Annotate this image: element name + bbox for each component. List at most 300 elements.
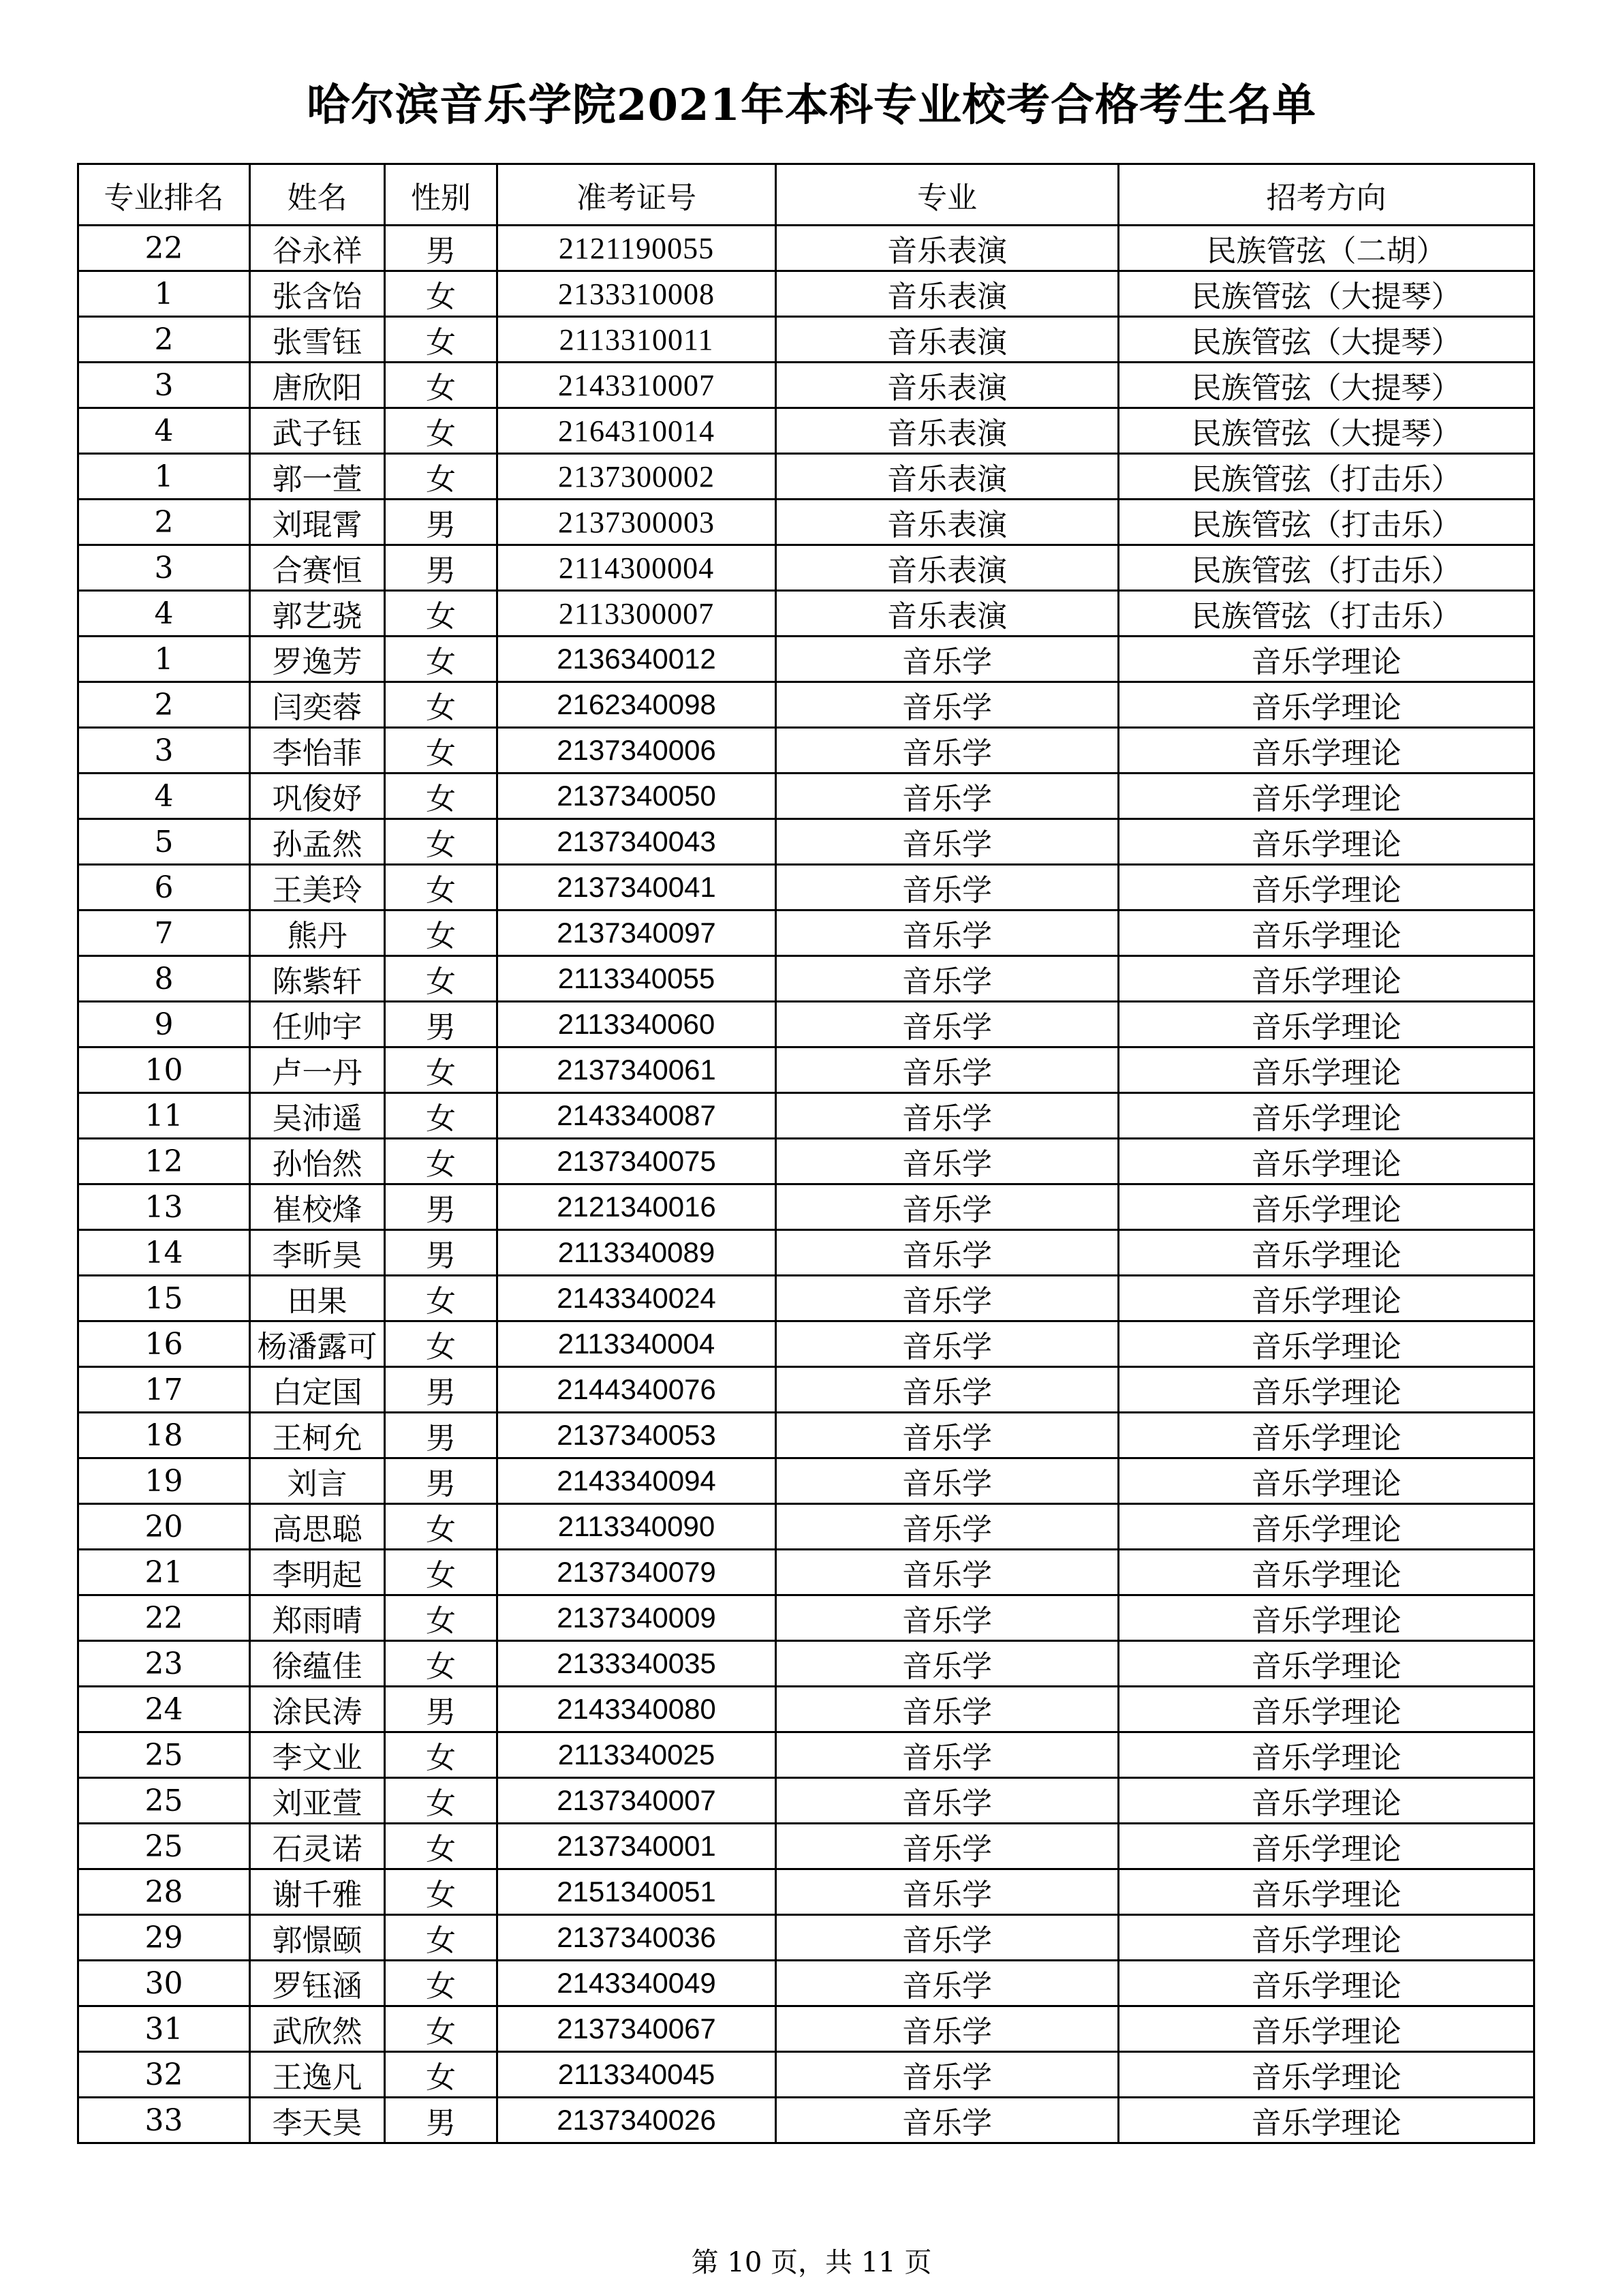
name-cell: 谢千雅 <box>250 1869 385 1915</box>
direction-cell: 音乐学理论 <box>1119 1184 1534 1230</box>
table-row <box>78 1915 1534 1961</box>
major-cell: 音乐学 <box>776 774 1119 819</box>
direction-cell: 音乐学理论 <box>1119 1595 1534 1641</box>
rank-cell: 28 <box>78 1869 250 1915</box>
rank-cell: 7 <box>78 910 250 956</box>
gender-cell: 女 <box>385 1321 497 1367</box>
rank-cell: 20 <box>78 1504 250 1550</box>
rank-cell: 4 <box>78 591 250 637</box>
name-cell: 石灵诺 <box>250 1824 385 1869</box>
rank-cell: 3 <box>78 545 250 591</box>
name-cell: 白定国 <box>250 1367 385 1413</box>
table-row <box>78 1413 1534 1458</box>
table-row <box>78 2006 1534 2052</box>
exam-id-cell: 2143340094 <box>497 1458 776 1504</box>
exam-id-cell: 2162340098 <box>497 682 776 728</box>
table-row <box>78 1824 1534 1869</box>
exam-id-cell: 2143310007 <box>497 363 776 408</box>
exam-id-cell: 2121340016 <box>497 1184 776 1230</box>
name-cell: 郭艺骁 <box>250 591 385 637</box>
major-cell: 音乐学 <box>776 1367 1119 1413</box>
name-cell: 李文业 <box>250 1732 385 1778</box>
gender-cell: 女 <box>385 1915 497 1961</box>
gender-cell: 男 <box>385 1367 497 1413</box>
table-row <box>78 865 1534 910</box>
rank-cell: 32 <box>78 2052 250 2098</box>
exam-id-cell: 2113340055 <box>497 956 776 1002</box>
major-cell: 音乐表演 <box>776 408 1119 454</box>
table-row <box>78 545 1534 591</box>
direction-cell: 音乐学理论 <box>1119 1778 1534 1824</box>
exam-id-cell: 2113340060 <box>497 1002 776 1047</box>
table-row <box>78 1093 1534 1139</box>
major-cell: 音乐学 <box>776 1869 1119 1915</box>
gender-cell: 女 <box>385 271 497 317</box>
major-cell: 音乐学 <box>776 1732 1119 1778</box>
rank-cell: 1 <box>78 454 250 500</box>
gender-cell: 男 <box>385 1184 497 1230</box>
rank-cell: 13 <box>78 1184 250 1230</box>
gender-cell: 男 <box>385 500 497 545</box>
name-cell: 田果 <box>250 1276 385 1321</box>
gender-cell: 女 <box>385 865 497 910</box>
header-direction: 招考方向 <box>1119 164 1534 226</box>
gender-cell: 女 <box>385 408 497 454</box>
direction-cell: 音乐学理论 <box>1119 1002 1534 1047</box>
rank-cell: 4 <box>78 408 250 454</box>
table-row <box>78 1047 1534 1093</box>
direction-cell: 音乐学理论 <box>1119 637 1534 682</box>
exam-id-cell: 2164310014 <box>497 408 776 454</box>
rank-cell: 10 <box>78 1047 250 1093</box>
major-cell: 音乐学 <box>776 1915 1119 1961</box>
gender-cell: 女 <box>385 819 497 865</box>
exam-id-cell: 2137340075 <box>497 1139 776 1184</box>
major-cell: 音乐学 <box>776 1321 1119 1367</box>
table-row <box>78 408 1534 454</box>
table-row <box>78 1687 1534 1732</box>
direction-cell: 音乐学理论 <box>1119 728 1534 774</box>
gender-cell: 女 <box>385 1504 497 1550</box>
exam-id-cell: 2114300004 <box>497 545 776 591</box>
name-cell: 谷永祥 <box>250 226 385 271</box>
rank-cell: 9 <box>78 1002 250 1047</box>
exam-id-cell: 2137340041 <box>497 865 776 910</box>
direction-cell: 音乐学理论 <box>1119 1458 1534 1504</box>
gender-cell: 男 <box>385 1413 497 1458</box>
major-cell: 音乐学 <box>776 637 1119 682</box>
exam-id-cell: 2137340036 <box>497 1915 776 1961</box>
name-cell: 合赛恒 <box>250 545 385 591</box>
name-cell: 孙怡然 <box>250 1139 385 1184</box>
table-row <box>78 1504 1534 1550</box>
table-row <box>78 956 1534 1002</box>
name-cell: 郭一萱 <box>250 454 385 500</box>
gender-cell: 男 <box>385 1002 497 1047</box>
major-cell: 音乐表演 <box>776 454 1119 500</box>
name-cell: 任帅宇 <box>250 1002 385 1047</box>
gender-cell: 女 <box>385 1641 497 1687</box>
table-row <box>78 819 1534 865</box>
header-name: 姓名 <box>250 164 385 226</box>
direction-cell: 音乐学理论 <box>1119 819 1534 865</box>
major-cell: 音乐学 <box>776 1641 1119 1687</box>
direction-cell: 音乐学理论 <box>1119 865 1534 910</box>
direction-cell: 音乐学理论 <box>1119 1230 1534 1276</box>
gender-cell: 女 <box>385 1961 497 2006</box>
name-cell: 孙孟然 <box>250 819 385 865</box>
name-cell: 王美玲 <box>250 865 385 910</box>
direction-cell: 音乐学理论 <box>1119 1276 1534 1321</box>
direction-cell: 民族管弦（打击乐） <box>1119 454 1534 500</box>
exam-id-cell: 2136340012 <box>497 637 776 682</box>
rank-cell: 12 <box>78 1139 250 1184</box>
exam-id-cell: 2137340097 <box>497 910 776 956</box>
major-cell: 音乐学 <box>776 1413 1119 1458</box>
name-cell: 王逸凡 <box>250 2052 385 2098</box>
rank-cell: 6 <box>78 865 250 910</box>
direction-cell: 音乐学理论 <box>1119 1550 1534 1595</box>
table-row <box>78 591 1534 637</box>
major-cell: 音乐学 <box>776 1778 1119 1824</box>
table-row <box>78 1595 1534 1641</box>
direction-cell: 音乐学理论 <box>1119 1915 1534 1961</box>
rank-cell: 15 <box>78 1276 250 1321</box>
table-row <box>78 1321 1534 1367</box>
major-cell: 音乐学 <box>776 1230 1119 1276</box>
exam-id-cell: 2113340045 <box>497 2052 776 2098</box>
rank-cell: 18 <box>78 1413 250 1458</box>
direction-cell: 音乐学理论 <box>1119 1732 1534 1778</box>
exam-id-cell: 2143340049 <box>497 1961 776 2006</box>
name-cell: 陈紫轩 <box>250 956 385 1002</box>
gender-cell: 女 <box>385 454 497 500</box>
direction-cell: 音乐学理论 <box>1119 1367 1534 1413</box>
table-row <box>78 271 1534 317</box>
direction-cell: 音乐学理论 <box>1119 1139 1534 1184</box>
table-row <box>78 1230 1534 1276</box>
exam-id-cell: 2137340050 <box>497 774 776 819</box>
exam-id-cell: 2113340025 <box>497 1732 776 1778</box>
name-cell: 张含饴 <box>250 271 385 317</box>
direction-cell: 音乐学理论 <box>1119 1321 1534 1367</box>
exam-id-cell: 2133340035 <box>497 1641 776 1687</box>
exam-id-cell: 2137340026 <box>497 2098 776 2143</box>
name-cell: 刘亚萱 <box>250 1778 385 1824</box>
gender-cell: 女 <box>385 2052 497 2098</box>
direction-cell: 音乐学理论 <box>1119 1504 1534 1550</box>
direction-cell: 音乐学理论 <box>1119 2098 1534 2143</box>
rank-cell: 22 <box>78 226 250 271</box>
exam-id-cell: 2113310011 <box>497 317 776 363</box>
table-row <box>78 1458 1534 1504</box>
exam-id-cell: 2143340080 <box>497 1687 776 1732</box>
major-cell: 音乐表演 <box>776 226 1119 271</box>
rank-cell: 5 <box>78 819 250 865</box>
gender-cell: 男 <box>385 1687 497 1732</box>
exam-id-cell: 2137340067 <box>497 2006 776 2052</box>
direction-cell: 音乐学理论 <box>1119 2006 1534 2052</box>
table-row <box>78 1002 1534 1047</box>
gender-cell: 男 <box>385 226 497 271</box>
table-row <box>78 454 1534 500</box>
major-cell: 音乐表演 <box>776 500 1119 545</box>
gender-cell: 女 <box>385 956 497 1002</box>
major-cell: 音乐学 <box>776 1184 1119 1230</box>
exam-id-cell: 2137340061 <box>497 1047 776 1093</box>
table-header-row <box>78 164 1534 226</box>
name-cell: 罗钰涵 <box>250 1961 385 2006</box>
rank-cell: 1 <box>78 271 250 317</box>
name-cell: 李天昊 <box>250 2098 385 2143</box>
name-cell: 吴沛遥 <box>250 1093 385 1139</box>
name-cell: 王柯允 <box>250 1413 385 1458</box>
major-cell: 音乐学 <box>776 865 1119 910</box>
table-row <box>78 1961 1534 2006</box>
rank-cell: 8 <box>78 956 250 1002</box>
gender-cell: 女 <box>385 1824 497 1869</box>
gender-cell: 女 <box>385 1732 497 1778</box>
name-cell: 张雪钰 <box>250 317 385 363</box>
major-cell: 音乐学 <box>776 1595 1119 1641</box>
direction-cell: 音乐学理论 <box>1119 956 1534 1002</box>
exam-id-cell: 2137340001 <box>497 1824 776 1869</box>
major-cell: 音乐学 <box>776 2052 1119 2098</box>
exam-id-cell: 2113340090 <box>497 1504 776 1550</box>
gender-cell: 女 <box>385 591 497 637</box>
name-cell: 刘言 <box>250 1458 385 1504</box>
rank-cell: 24 <box>78 1687 250 1732</box>
table-row <box>78 1367 1534 1413</box>
header-rank: 专业排名 <box>78 164 250 226</box>
rank-cell: 22 <box>78 1595 250 1641</box>
gender-cell: 男 <box>385 1458 497 1504</box>
name-cell: 杨潘露可 <box>250 1321 385 1367</box>
exam-id-cell: 2133310008 <box>497 271 776 317</box>
rank-cell: 2 <box>78 682 250 728</box>
gender-cell: 男 <box>385 1230 497 1276</box>
exam-id-cell: 2113300007 <box>497 591 776 637</box>
direction-cell: 民族管弦（大提琴） <box>1119 317 1534 363</box>
major-cell: 音乐学 <box>776 1550 1119 1595</box>
name-cell: 卢一丹 <box>250 1047 385 1093</box>
direction-cell: 音乐学理论 <box>1119 1093 1534 1139</box>
major-cell: 音乐学 <box>776 1504 1119 1550</box>
major-cell: 音乐学 <box>776 910 1119 956</box>
major-cell: 音乐学 <box>776 1824 1119 1869</box>
rank-cell: 23 <box>78 1641 250 1687</box>
major-cell: 音乐学 <box>776 728 1119 774</box>
table-row <box>78 1732 1534 1778</box>
rank-cell: 16 <box>78 1321 250 1367</box>
direction-cell: 音乐学理论 <box>1119 1047 1534 1093</box>
candidate-table <box>77 163 1535 2144</box>
direction-cell: 音乐学理论 <box>1119 910 1534 956</box>
gender-cell: 女 <box>385 1093 497 1139</box>
name-cell: 武欣然 <box>250 2006 385 2052</box>
gender-cell: 女 <box>385 317 497 363</box>
exam-id-cell: 2137340006 <box>497 728 776 774</box>
major-cell: 音乐学 <box>776 2098 1119 2143</box>
header-exam-id: 准考证号 <box>497 164 776 226</box>
gender-cell: 女 <box>385 2006 497 2052</box>
exam-id-cell: 2137300003 <box>497 500 776 545</box>
exam-id-cell: 2143340087 <box>497 1093 776 1139</box>
exam-id-cell: 2143340024 <box>497 1276 776 1321</box>
direction-cell: 民族管弦（大提琴） <box>1119 271 1534 317</box>
table-row <box>78 728 1534 774</box>
direction-cell: 音乐学理论 <box>1119 682 1534 728</box>
direction-cell: 民族管弦（打击乐） <box>1119 545 1534 591</box>
direction-cell: 音乐学理论 <box>1119 774 1534 819</box>
table-row <box>78 2052 1534 2098</box>
gender-cell: 男 <box>385 2098 497 2143</box>
direction-cell: 音乐学理论 <box>1119 1869 1534 1915</box>
name-cell: 刘琨霄 <box>250 500 385 545</box>
gender-cell: 女 <box>385 682 497 728</box>
exam-id-cell: 2137340053 <box>497 1413 776 1458</box>
exam-id-cell: 2137300002 <box>497 454 776 500</box>
gender-cell: 女 <box>385 1869 497 1915</box>
major-cell: 音乐学 <box>776 956 1119 1002</box>
rank-cell: 25 <box>78 1732 250 1778</box>
rank-cell: 3 <box>78 363 250 408</box>
exam-id-cell: 2151340051 <box>497 1869 776 1915</box>
exam-id-cell: 2121190055 <box>497 226 776 271</box>
rank-cell: 17 <box>78 1367 250 1413</box>
name-cell: 高思聪 <box>250 1504 385 1550</box>
gender-cell: 女 <box>385 1595 497 1641</box>
table-row <box>78 682 1534 728</box>
exam-id-cell: 2113340089 <box>497 1230 776 1276</box>
name-cell: 罗逸芳 <box>250 637 385 682</box>
table-row <box>78 1139 1534 1184</box>
major-cell: 音乐学 <box>776 1458 1119 1504</box>
name-cell: 李怡菲 <box>250 728 385 774</box>
table-row <box>78 363 1534 408</box>
name-cell: 涂民涛 <box>250 1687 385 1732</box>
name-cell: 巩俊妤 <box>250 774 385 819</box>
header-gender: 性别 <box>385 164 497 226</box>
rank-cell: 2 <box>78 317 250 363</box>
name-cell: 郑雨晴 <box>250 1595 385 1641</box>
major-cell: 音乐学 <box>776 682 1119 728</box>
rank-cell: 11 <box>78 1093 250 1139</box>
major-cell: 音乐学 <box>776 1276 1119 1321</box>
document-title: 哈尔滨音乐学院2021年本科专业校考合格考生名单 <box>306 80 1317 131</box>
header-major: 专业 <box>776 164 1119 226</box>
name-cell: 熊丹 <box>250 910 385 956</box>
rank-cell: 3 <box>78 728 250 774</box>
gender-cell: 女 <box>385 1550 497 1595</box>
major-cell: 音乐学 <box>776 1961 1119 2006</box>
gender-cell: 女 <box>385 774 497 819</box>
major-cell: 音乐表演 <box>776 317 1119 363</box>
major-cell: 音乐学 <box>776 1139 1119 1184</box>
gender-cell: 女 <box>385 1276 497 1321</box>
rank-cell: 4 <box>78 774 250 819</box>
rank-cell: 19 <box>78 1458 250 1504</box>
direction-cell: 民族管弦（打击乐） <box>1119 500 1534 545</box>
table-row <box>78 1641 1534 1687</box>
major-cell: 音乐学 <box>776 1002 1119 1047</box>
rank-cell: 31 <box>78 2006 250 2052</box>
gender-cell: 女 <box>385 363 497 408</box>
gender-cell: 女 <box>385 728 497 774</box>
gender-cell: 女 <box>385 910 497 956</box>
name-cell: 郭憬颐 <box>250 1915 385 1961</box>
name-cell: 崔校烽 <box>250 1184 385 1230</box>
gender-cell: 女 <box>385 1047 497 1093</box>
name-cell: 李昕昊 <box>250 1230 385 1276</box>
direction-cell: 音乐学理论 <box>1119 1641 1534 1687</box>
name-cell: 闫奕蓉 <box>250 682 385 728</box>
gender-cell: 男 <box>385 545 497 591</box>
exam-id-cell: 2144340076 <box>497 1367 776 1413</box>
exam-id-cell: 2137340007 <box>497 1778 776 1824</box>
direction-cell: 民族管弦（打击乐） <box>1119 591 1534 637</box>
table-row <box>78 1778 1534 1824</box>
name-cell: 唐欣阳 <box>250 363 385 408</box>
table-row <box>78 226 1534 271</box>
name-cell: 徐蕴佳 <box>250 1641 385 1687</box>
table-row <box>78 1869 1534 1915</box>
direction-cell: 音乐学理论 <box>1119 1824 1534 1869</box>
table-row <box>78 637 1534 682</box>
table-row <box>78 910 1534 956</box>
table-row <box>78 1184 1534 1230</box>
major-cell: 音乐表演 <box>776 363 1119 408</box>
table-row <box>78 2098 1534 2143</box>
major-cell: 音乐学 <box>776 2006 1119 2052</box>
direction-cell: 民族管弦（大提琴） <box>1119 408 1534 454</box>
table-row <box>78 1550 1534 1595</box>
direction-cell: 音乐学理论 <box>1119 1413 1534 1458</box>
table-row <box>78 774 1534 819</box>
rank-cell: 21 <box>78 1550 250 1595</box>
major-cell: 音乐表演 <box>776 271 1119 317</box>
exam-id-cell: 2113340004 <box>497 1321 776 1367</box>
major-cell: 音乐学 <box>776 1687 1119 1732</box>
gender-cell: 女 <box>385 1778 497 1824</box>
name-cell: 李明起 <box>250 1550 385 1595</box>
table-row <box>78 317 1534 363</box>
rank-cell: 2 <box>78 500 250 545</box>
table-row <box>78 500 1534 545</box>
rank-cell: 33 <box>78 2098 250 2143</box>
major-cell: 音乐学 <box>776 819 1119 865</box>
direction-cell: 音乐学理论 <box>1119 2052 1534 2098</box>
gender-cell: 女 <box>385 1139 497 1184</box>
major-cell: 音乐学 <box>776 1047 1119 1093</box>
major-cell: 音乐表演 <box>776 545 1119 591</box>
major-cell: 音乐表演 <box>776 591 1119 637</box>
direction-cell: 民族管弦（二胡） <box>1119 226 1534 271</box>
gender-cell: 女 <box>385 637 497 682</box>
exam-id-cell: 2137340043 <box>497 819 776 865</box>
exam-id-cell: 2137340079 <box>497 1550 776 1595</box>
rank-cell: 25 <box>78 1778 250 1824</box>
rank-cell: 1 <box>78 637 250 682</box>
direction-cell: 民族管弦（大提琴） <box>1119 363 1534 408</box>
table-body <box>78 226 1534 2143</box>
exam-id-cell: 2137340009 <box>497 1595 776 1641</box>
rank-cell: 30 <box>78 1961 250 2006</box>
major-cell: 音乐学 <box>776 1093 1119 1139</box>
rank-cell: 29 <box>78 1915 250 1961</box>
direction-cell: 音乐学理论 <box>1119 1687 1534 1732</box>
direction-cell: 音乐学理论 <box>1119 1961 1534 2006</box>
